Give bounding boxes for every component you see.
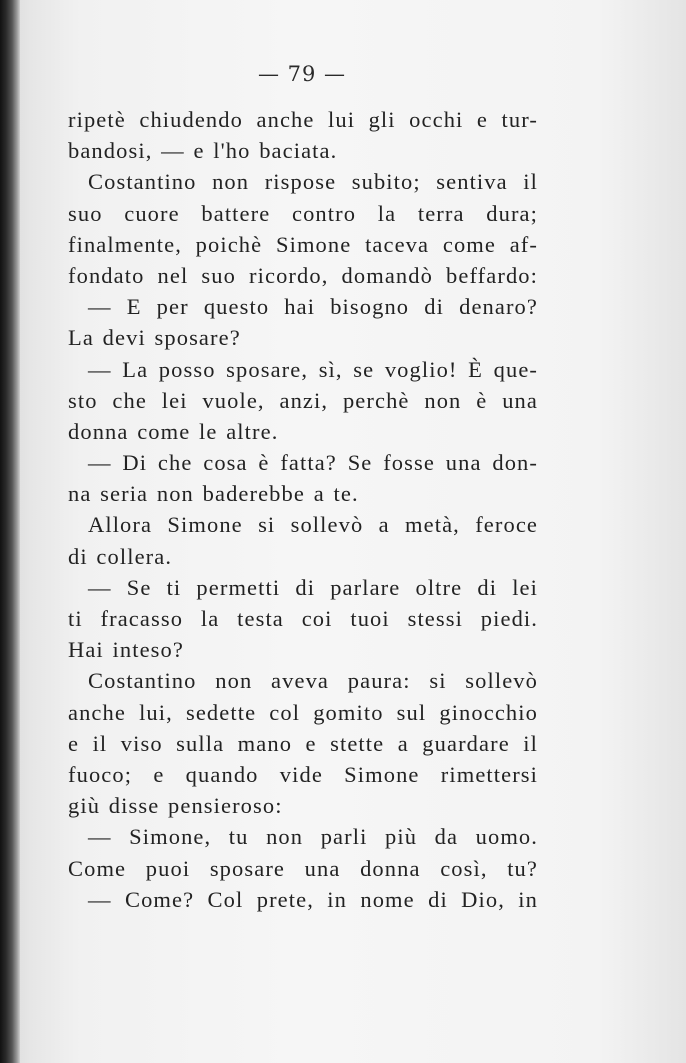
page-number: — 79 — [257, 62, 347, 86]
text-line: La devi sposare? [68, 325, 241, 351]
text-line: ripetè chiudendo anche lui gli occhi e tur- [68, 107, 538, 132]
text-line: Allora Simone si sollevò a metà, feroce [88, 512, 538, 538]
text-line: na seria non baderebbe a te. [68, 481, 359, 507]
text-line: — E per questo hai bisogno di denaro? [88, 294, 538, 320]
text-line: — Come? Col prete, in nome di Dio, in [88, 886, 538, 912]
text-line: Costantino non aveva paura: si sollevò [88, 668, 538, 694]
text-line: fondato nel suo ricordo, domandò beffardo: [68, 262, 538, 288]
text-line: — Simone, tu non parli più da uomo. [88, 824, 538, 850]
text-line: e il viso sulla mano e stette a guardare il [68, 730, 538, 756]
text-line: donna come le altre. [68, 418, 279, 444]
text-line: sto che lei vuole, anzi, perchè non è una [68, 387, 538, 413]
text-line: di collera. [68, 543, 173, 569]
text-line: bandosi, — e l'ho baciata. [68, 138, 338, 164]
text-line: Costantino non rispose subito; sentiva il [88, 169, 538, 195]
text-line: giù disse pensieroso: [68, 793, 283, 819]
text-line: — La posso sposare, sì, se voglio! È que- [88, 356, 538, 382]
text-line: Come puoi sposare una donna così, tu? [68, 855, 538, 881]
text-line: Hai inteso? [68, 637, 184, 663]
page-body-text [68, 104, 538, 915]
text-line: — Se ti permetti di parlare oltre di lei [88, 574, 538, 600]
book-binding-edge [0, 0, 20, 1063]
text-line: finalmente, poichè Simone taceva come af- [68, 231, 538, 257]
text-line: anche lui, sedette col gomito sul ginocchio [68, 699, 538, 725]
text-line: — Di che cosa è fatta? Se fosse una don- [88, 450, 538, 476]
text-line: fuoco; e quando vide Simone rimettersi [68, 761, 538, 787]
text-line: ti fracasso la testa coi tuoi stessi piedi. [68, 606, 538, 631]
text-line: suo cuore battere contro la terra dura; [68, 200, 538, 226]
